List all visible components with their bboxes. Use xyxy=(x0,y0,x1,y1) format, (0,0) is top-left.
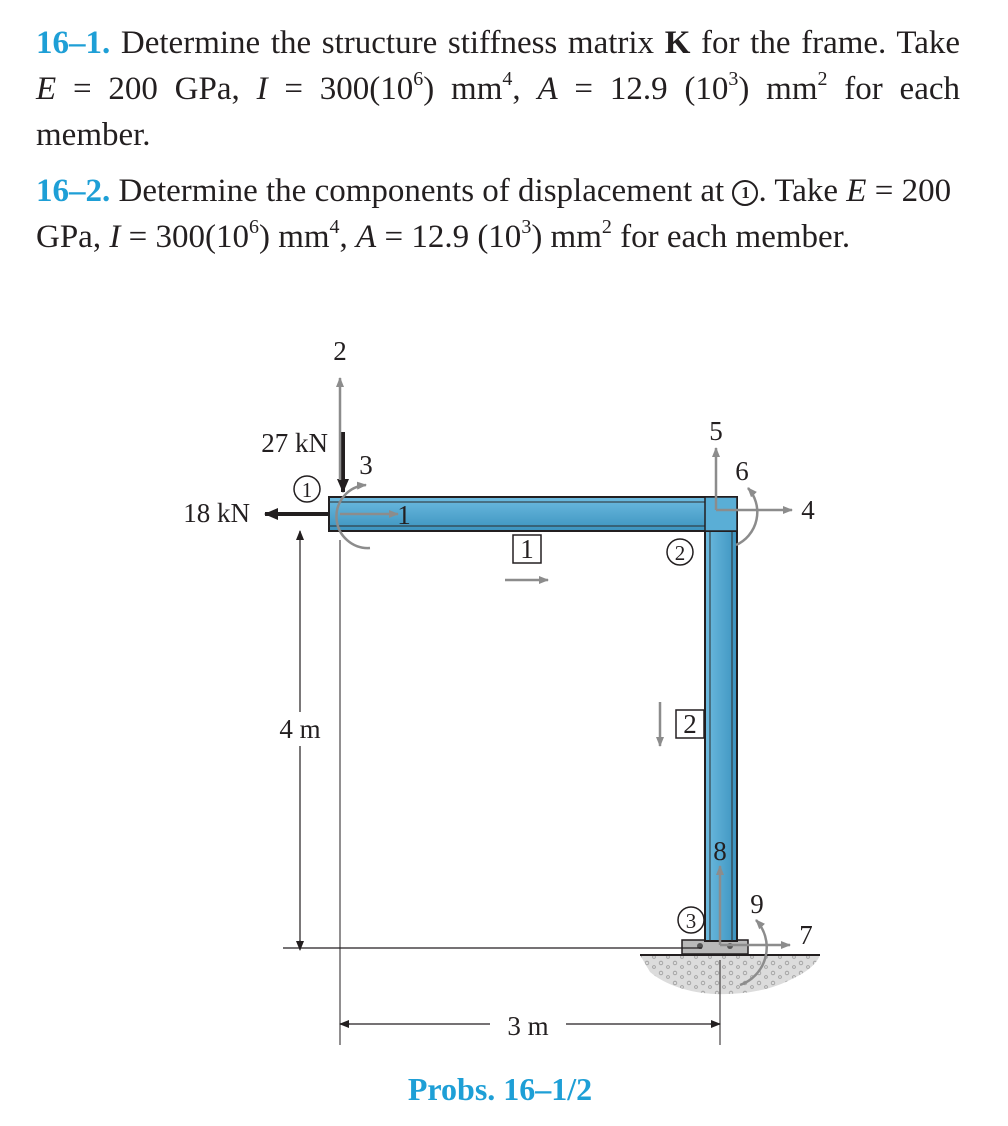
dof-label-2: 2 xyxy=(333,336,347,366)
member-label-2 xyxy=(676,709,704,739)
load-18kN-label: 18 kN xyxy=(183,498,250,528)
base-plate xyxy=(682,940,748,954)
dof-label-1: 1 xyxy=(397,500,411,530)
node-label-3 xyxy=(678,907,704,933)
member-label-1 xyxy=(513,534,541,564)
svg-text:1: 1 xyxy=(301,478,313,502)
height-label: 4 m xyxy=(279,714,321,744)
dof-label-9: 9 xyxy=(750,889,764,919)
svg-text:2: 2 xyxy=(683,709,697,739)
problem-16-2-text: 16–2. Determine the components of displacement at 1 . Take E = 200 GPa, $I = 300(10^6)$ $mm^4$, A = 12.9 $(10^3)$ $mm^2$ for each member. xyxy=(36,173,952,255)
load-27kN-label: 27 kN xyxy=(261,428,328,458)
figure-caption: Probs. 16–1/2 xyxy=(407,1071,593,1107)
problem-number: 16–1. xyxy=(36,25,111,61)
svg-text:1: 1 xyxy=(520,534,534,564)
dof-label-5: 5 xyxy=(709,416,723,446)
width-label: 3 m xyxy=(507,1011,549,1041)
node-1-symbol: 1 xyxy=(732,180,758,206)
node-label-1 xyxy=(294,476,320,502)
dof-label-8: 8 xyxy=(713,836,727,866)
dof-label-7: 7 xyxy=(799,920,813,950)
height-dimension xyxy=(268,531,702,950)
dof-label-3: 3 xyxy=(359,450,373,480)
node-label-2 xyxy=(667,539,693,565)
svg-text:3: 3 xyxy=(685,909,697,933)
corner-joint xyxy=(705,497,737,531)
problem-number: 16–2. xyxy=(36,173,111,209)
svg-text:2: 2 xyxy=(674,541,686,565)
dof-label-6: 6 xyxy=(735,456,749,486)
dof-label-4: 4 xyxy=(801,495,815,525)
problem-16-1-text: 16–1. Determine the structure stiffness matrix K for the frame. Take E = 200 GPa, $I = 300(10^6)$ $mm^4$, A = 12.9 $(10^3)$ $mm^2$ for each member. xyxy=(36,25,960,153)
